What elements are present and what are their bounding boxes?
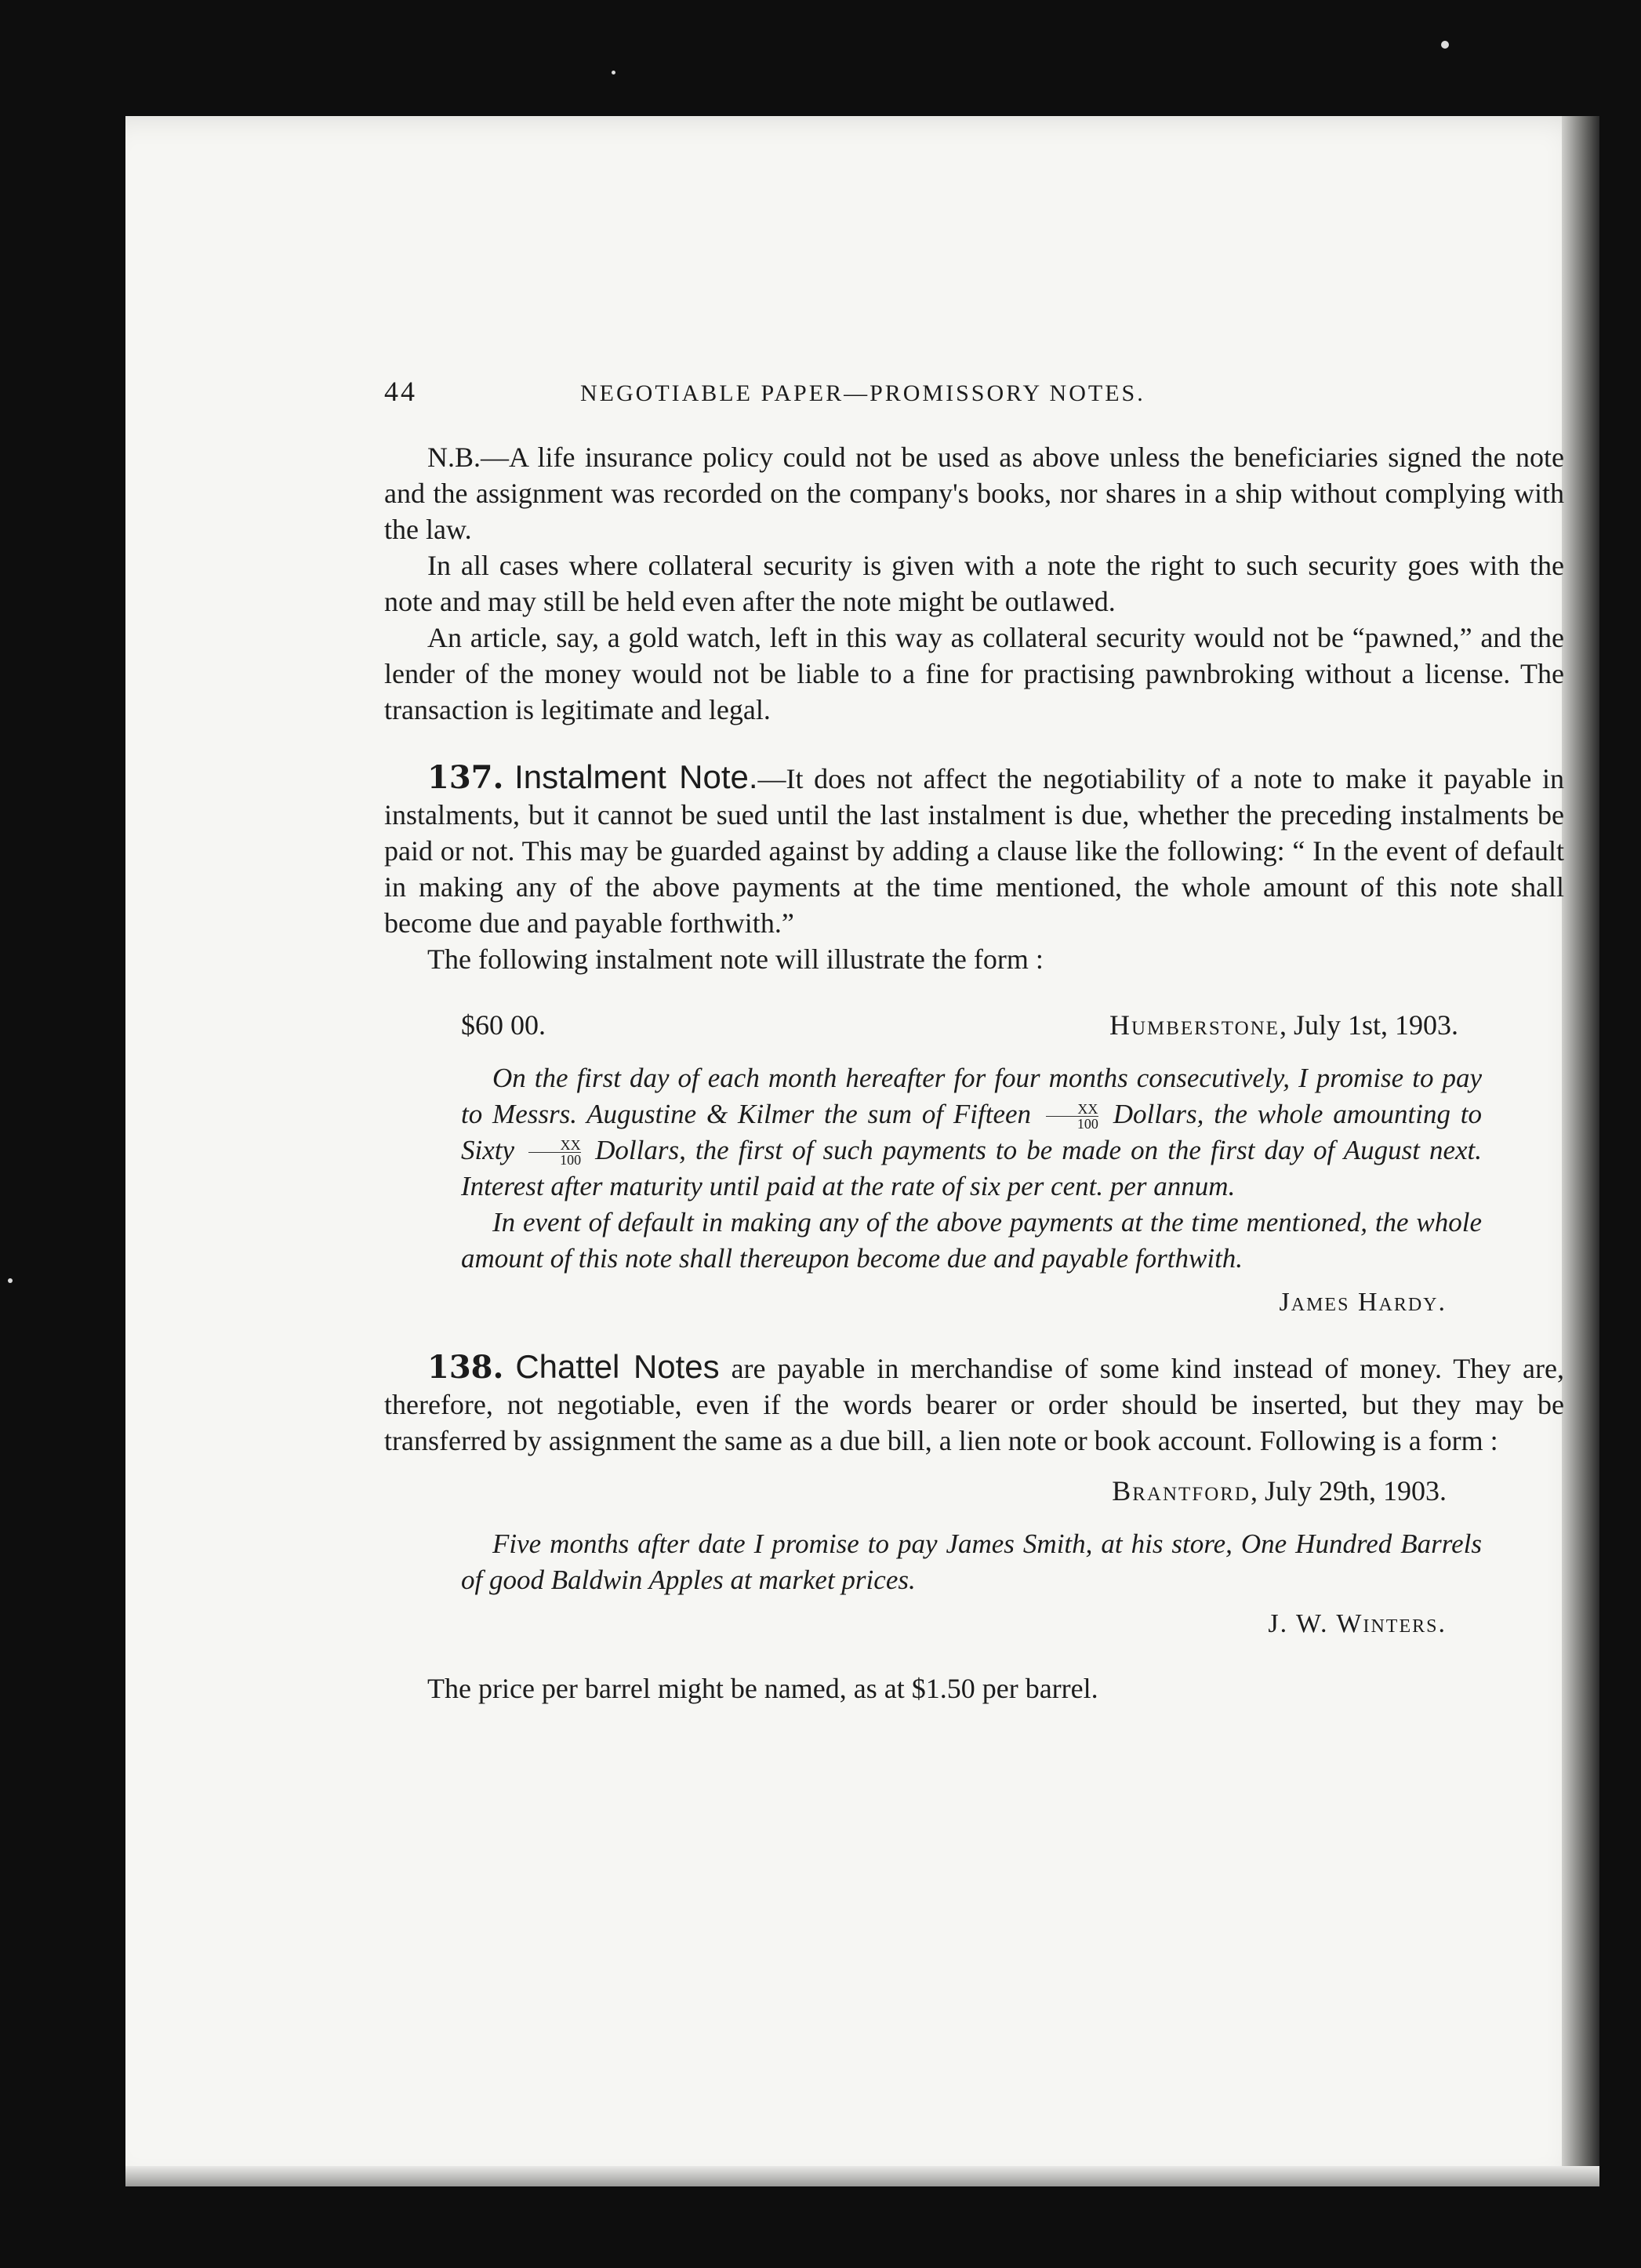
- fraction-denominator: 100: [1076, 1116, 1098, 1132]
- section-number: 138.: [427, 1349, 504, 1386]
- chattel-note-text: [384, 1526, 1564, 1598]
- book-page: [125, 116, 1599, 2186]
- chattel-note-heading: [384, 1474, 1564, 1507]
- note-default-clause: In event of default in making any of the above payments at the time mentioned, the whole amount of this note shall thereupon become due and payable forthwith.: [461, 1207, 1482, 1274]
- note-date: , July 29th, 1903.: [1250, 1475, 1447, 1507]
- section-body: —It does not affect the negotiability of a note to make it payable in instalments, but it cannot be sued until the last instalment is due, whether the preceding instalments be paid or not. This may be guarded against by adding a clause like the following: “ In the event of default in making any of the above payments at the time mentioned, the whole amount of this note shall become due and payable forthwith.”: [384, 763, 1565, 939]
- section-title: Chattel Notes: [515, 1348, 720, 1385]
- note-clause-part: Dollars, the first of such payments to be made on the first day of August next. Interest after maturity until paid at the rate of six per cent. per annum.: [461, 1135, 1483, 1201]
- note-text: [384, 1060, 1564, 1277]
- note-clause-part: Dollars, the whole amounting to Sixty: [461, 1099, 1483, 1165]
- fraction-denominator: 100: [560, 1152, 582, 1169]
- fraction-numerator: XX: [1046, 1102, 1098, 1117]
- page-bottom-edge: [125, 2166, 1599, 2186]
- page-header: [384, 375, 1564, 408]
- section-title: Instalment Note.: [514, 758, 758, 795]
- note-signature: James Hardy.: [1279, 1288, 1447, 1317]
- dust-speck: [8, 1278, 13, 1283]
- note-date: , July 1st, 1903.: [1279, 1009, 1458, 1041]
- instalment-intro: The following instalment note will illustrate the form :: [427, 943, 1044, 975]
- section-body: are payable in merchandise of some kind instead of money. They are, therefore, not negotiable, even if the words bearer or order should be inserted, but they may be transferred by assignment the same as a due bill, a lien note or book account. Following is a form :: [384, 1353, 1564, 1456]
- fraction: [1046, 1102, 1098, 1131]
- dust-speck: [612, 71, 615, 75]
- section-137: [384, 759, 1564, 941]
- note-main-clause: [461, 1060, 1482, 1205]
- chattel-note-signature: J. W. Winters.: [1268, 1609, 1447, 1638]
- fraction-numerator: XX: [528, 1138, 581, 1153]
- page-edge: [1562, 116, 1599, 2186]
- page-text: [384, 375, 1564, 1706]
- collateral-paragraph: In all cases where collateral security is given with a note the right to such security goes with the note and may still be held even after the note might be outlawed.: [384, 550, 1564, 617]
- note-heading: [384, 1009, 1564, 1041]
- running-title: NEGOTIABLE PAPER—PROMISSORY NOTES.: [580, 380, 1145, 406]
- note-amount: $60 00.: [461, 1009, 546, 1041]
- section-138: [384, 1349, 1564, 1459]
- dust-speck: [1441, 41, 1449, 49]
- section-number: 137.: [427, 759, 504, 796]
- article-paragraph: An article, say, a gold watch, left in this way as collateral security would not be “pawned,” and the lender of the money would not be liable to a fine for practising pawnbroking without a license. The transaction is legitimate and legal.: [384, 622, 1564, 725]
- note-place: Brantford: [1112, 1475, 1251, 1507]
- nb-paragraph: N.B.—A life insurance policy could not be used as above unless the beneficiaries signed the note and the assignment was recorded on the company's books, nor shares in a ship without complying with the law.: [384, 442, 1564, 545]
- chattel-note-body: Five months after date I promise to pay James Smith, at his store, One Hundred Barrels of good Baldwin Apples at market prices.: [461, 1528, 1482, 1595]
- note-place: Humberstone: [1109, 1009, 1280, 1041]
- note-place-date: [1109, 1009, 1458, 1041]
- fraction: [528, 1138, 581, 1167]
- page-number: 44: [384, 376, 417, 407]
- closing-paragraph: The price per barrel might be named, as at $1.50 per barrel.: [427, 1673, 1098, 1704]
- instalment-note: [384, 1009, 1564, 1318]
- note-clause-part: On the first day of each month hereafter for four months consecutively, I promise to pay to Messrs. Augustine & Kilmer the sum of Fifteen: [461, 1063, 1482, 1129]
